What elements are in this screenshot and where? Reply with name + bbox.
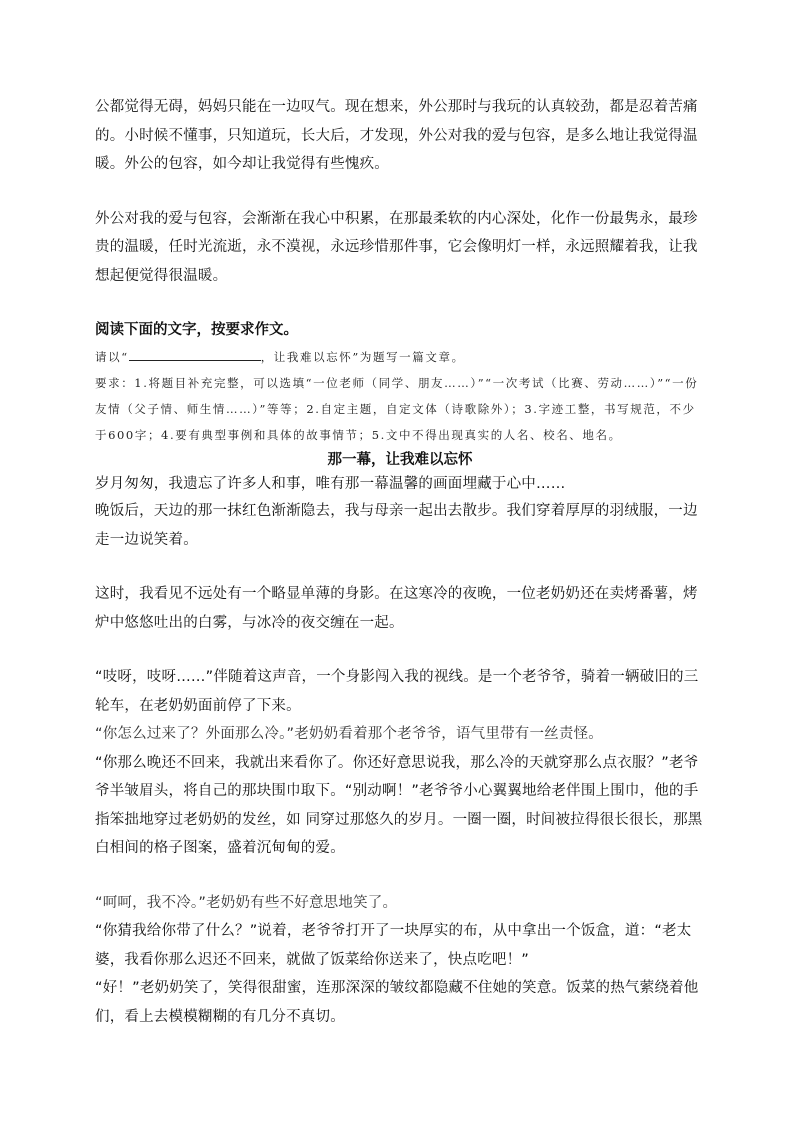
essay-paragraph-2: 晚饭后，天边的那一抹红色渐渐隐去，我与母亲一起出去散步。我们穿着厚厚的羽绒服，一边走一边说笑着。 [95,503,698,548]
document-page [95,0,705,1031]
essay-paragraph-9: “好！”老奶奶笑了，笑得很甜蜜，连那深深的皱纹都隐藏不住她的笑意。饭菜的热气萦绕着他们，看上去模模糊糊的有几分不真切。 [95,980,699,1025]
task-prompt [95,344,705,370]
essay-title: 那一幕，让我难以忘怀 [327,452,473,468]
essay-paragraph-6: “你那么晚还不回来，我就出来看你了。你还好意思说我，那么冷的天就穿那么点衣服？”老爷爷半皱眉头，将自己的那块围巾取下。“别动啊！”老爷爷小心翼翼地给老伴围上围巾，他的手指笨拙地穿过老奶奶的发丝，如 同穿过那悠久的岁月。一圈一圈，时间被拉得很长很长，那黑白相间的格子图案，盛着沉甸甸的爱。 [95,754,703,856]
essay-paragraph-5: “你怎么过来了？外面那么冷。”老奶奶看着那个老爷爷，语气里带有一丝责怪。 [95,726,603,742]
essay-paragraph-4: “吱呀，吱呀……”伴随着这声音，一个身影闯入我的视线。是一个老爷爷，骑着一辆破旧的三轮车，在老奶奶面前停了下来。 [95,669,699,714]
essay-paragraph-1: 岁月匆匆，我遗忘了许多人和事，唯有那一幕温馨的画面埋藏于心中…… [95,476,566,492]
task-prompt-prefix: 请以“ [95,350,129,364]
title-blank-line [129,347,261,361]
task-heading: 阅读下面的文字，按要求作文。 [95,322,298,338]
task-prompt-suffix: ，让我难以忘怀”为题写一篇文章。 [260,350,465,364]
task-requirements: 要求：1.将题目补充完整，可以选填“一位老师（同学、朋友……）”“一次考试（比赛、劳动……）”“一份友情（父子情、师生情……）”等等；2.自定主题，自定文体（诗歌除外）；3.字迹工整，书写规范，不少于600字；4.要有典型事例和具体的故事情节；5.文中不得出现真实的人名、校名、地名。 [95,376,699,442]
essay-paragraph-3: 这时，我看见不远处有一个略显单薄的身影。在这寒冷的夜晚，一位老奶奶还在卖烤番薯，烤炉中悠悠吐出的白雾，与冰冷的夜交缠在一起。 [95,586,698,631]
essay-paragraph-8: “你猜我给你带了什么？”说着，老爷爷打开了一块厚实的布，从中拿出一个饭盒，道：“老太婆，我看你那么迟还不回来，就做了饭菜给你送来了，快点吃吧！” [95,923,692,968]
paragraph-grandpa-love: 外公对我的爱与包容，会渐渐在我心中积累，在那最柔软的内心深处，化作一份最隽永，最珍贵的温暖，任时光流逝，永不漠视，永远珍惜那件事，它会像明灯一样，永远照耀着我，让我想起便觉得很温暖。 [95,210,698,284]
essay-paragraph-7: “呵呵，我不冷。”老奶奶有些不好意思地笑了。 [95,894,398,911]
paragraph-grandpa-tolerance: 公都觉得无碍，妈妈只能在一边叹气。现在想来，外公那时与我玩的认真较劲，都是忍着苦痛的。小时候不懂事，只知道玩，长大后，才发现，外公对我的爱与包容，是多么地让我觉得温暖。外公的包容，如今却让我觉得有些愧疚。 [95,99,698,172]
